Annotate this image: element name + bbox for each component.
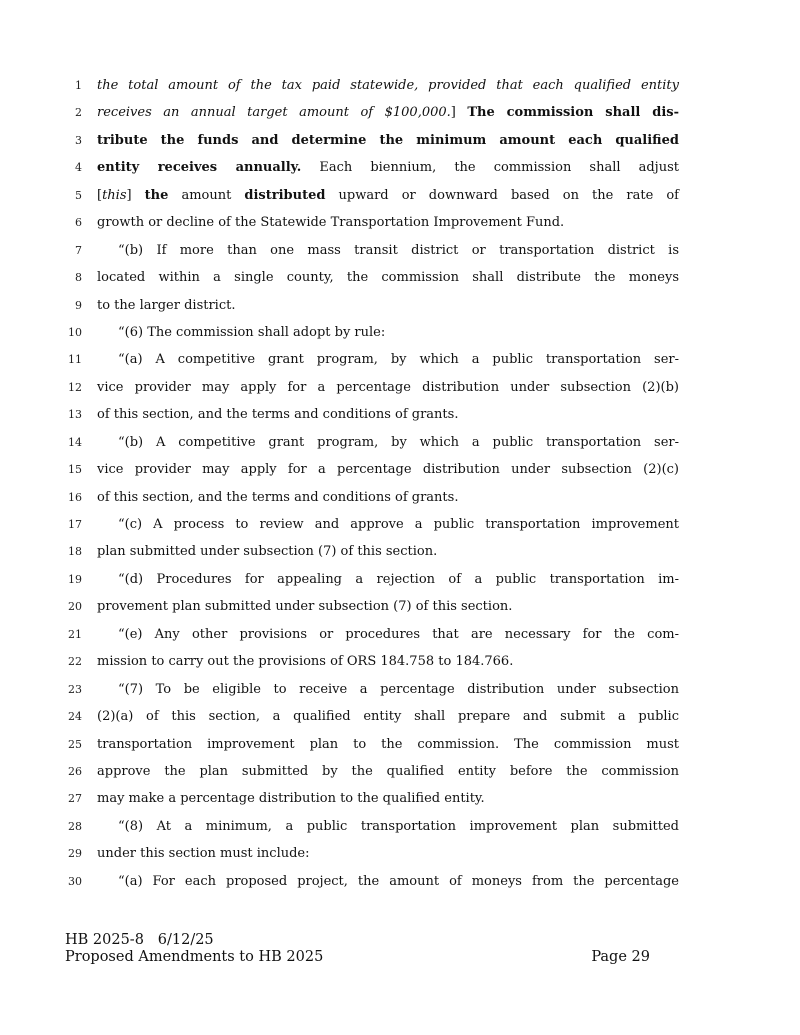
- line-number: 15: [68, 463, 82, 477]
- text-segment: ]: [450, 105, 468, 121]
- line-text: [97, 187, 679, 205]
- text-segment: transportation improvement plan to the commission. The commission must: [97, 736, 679, 752]
- line-text: [97, 489, 679, 507]
- line-text: [97, 297, 679, 315]
- document-line: [0, 211, 800, 238]
- line-number: 24: [68, 710, 82, 724]
- line-number: 21: [68, 627, 82, 641]
- line-number: 10: [68, 325, 82, 339]
- line-text: [118, 351, 679, 369]
- line-number: 18: [68, 545, 82, 559]
- text-segment: may make a percentage distribution to the qualified entity.: [97, 791, 485, 807]
- text-segment: of this section, and the terms and conditions of grants.: [97, 407, 459, 423]
- document-line: [0, 184, 800, 211]
- document-line: [0, 678, 800, 705]
- line-number: 13: [68, 408, 82, 422]
- line-text: [118, 818, 679, 836]
- line-text: [97, 708, 679, 726]
- text-segment: “(a) For each proposed project, the amount of moneys from the percentage: [118, 873, 679, 889]
- text-segment: located within a single county, the commission shall distribute the moneys: [97, 270, 679, 286]
- text-segment: vice provider may apply for a percentage distribution under subsection (2)(c): [97, 462, 679, 478]
- document-line: [0, 403, 800, 430]
- line-text: [97, 790, 679, 808]
- bold-text: entity receives annually.: [97, 160, 302, 176]
- document-line: [0, 568, 800, 595]
- line-text: [97, 598, 679, 616]
- text-segment: “(7) To be eligible to receive a percentage distribution under subsection: [118, 681, 679, 697]
- line-number: 6: [75, 216, 82, 230]
- text-segment: vice provider may apply for a percentage distribution under subsection (2)(b): [97, 379, 679, 395]
- text-segment: “(6) The commission shall adopt by rule:: [118, 324, 386, 340]
- line-number: 7: [75, 243, 82, 257]
- line-number: 16: [68, 490, 82, 504]
- text-segment: provement plan submitted under subsection (7) of this section.: [97, 599, 513, 615]
- line-text: [118, 681, 679, 699]
- document-line: [0, 787, 800, 814]
- text-segment: “(e) Any other provisions or procedures that are necessary for the com-: [118, 626, 679, 642]
- document-line: [0, 870, 800, 897]
- text-segment: amount: [168, 187, 245, 203]
- line-text: [118, 873, 679, 891]
- line-text: [97, 77, 679, 95]
- line-number: 17: [68, 518, 82, 531]
- document-line: [0, 815, 800, 842]
- document-body: [0, 74, 800, 897]
- text-segment: “(a) A competitive grant program, by which a public transportation ser-: [118, 352, 679, 368]
- line-text: [97, 379, 679, 397]
- footer-title: Proposed Amendments to HB 2025: [65, 949, 324, 965]
- footer-bill-date: HB 2025-8 6/12/25: [65, 932, 214, 948]
- text-segment: “(b) A competitive grant program, by which a public transportation ser-: [118, 434, 679, 450]
- line-number: 12: [68, 380, 82, 394]
- line-number: 19: [68, 572, 82, 586]
- line-number: 4: [75, 161, 82, 175]
- line-number: 27: [68, 792, 82, 806]
- line-number: 2: [75, 106, 82, 120]
- text-segment: “(d) Procedures for appealing a rejection of a public transportation im-: [118, 571, 679, 587]
- line-number: 3: [75, 133, 82, 147]
- document-line: [0, 486, 800, 513]
- text-segment: (2)(a) of this section, a qualified entity shall prepare and submit a public: [97, 709, 679, 725]
- document-line: [0, 595, 800, 622]
- document-line: [0, 650, 800, 677]
- italic-text: this: [102, 187, 127, 203]
- line-text: [118, 324, 679, 342]
- line-text: [97, 653, 679, 671]
- document-line: [0, 842, 800, 869]
- line-number: 8: [75, 271, 82, 285]
- document-line: [0, 513, 800, 540]
- italic-text: receives an annual target amount of $100,000.: [97, 105, 451, 121]
- text-segment: growth or decline of the Statewide Transportation Improvement Fund.: [97, 215, 565, 231]
- document-line: [0, 156, 800, 183]
- line-number: 1: [75, 79, 82, 92]
- document-line: [0, 540, 800, 567]
- italic-text: the total amount of the tax paid statewide, provided that each qualified entity: [97, 78, 679, 93]
- document-line: [0, 733, 800, 760]
- line-number: 28: [68, 819, 82, 833]
- line-number: 30: [68, 874, 82, 888]
- text-segment: “(8) At a minimum, a public transportation improvement plan submitted: [118, 818, 679, 834]
- line-text: [97, 845, 679, 863]
- text-segment: approve the plan submitted by the qualified entity before the commission: [97, 763, 679, 779]
- line-number: 5: [75, 188, 82, 202]
- line-text: [118, 516, 679, 534]
- line-number: 22: [68, 655, 82, 669]
- text-segment: ]: [126, 187, 145, 203]
- document-line: [0, 239, 800, 266]
- text-segment: “(c) A process to review and approve a public transportation improvement: [118, 517, 679, 532]
- document-line: [0, 376, 800, 403]
- line-number: 11: [68, 353, 82, 367]
- document-line: [0, 294, 800, 321]
- line-text: [97, 543, 679, 561]
- document-line: [0, 321, 800, 348]
- text-segment: plan submitted under subsection (7) of this section.: [97, 544, 438, 560]
- line-number: 20: [68, 600, 82, 614]
- line-text: [97, 104, 679, 122]
- document-line: [0, 623, 800, 650]
- line-text: [97, 406, 679, 424]
- text-segment: Each biennium, the commission shall adjust: [301, 160, 679, 176]
- line-text: [97, 214, 679, 232]
- line-text: [97, 132, 679, 150]
- line-text: [118, 571, 679, 589]
- line-number: 26: [68, 764, 82, 778]
- bold-text: The commission shall dis-: [467, 105, 679, 121]
- page-footer: [65, 932, 650, 966]
- line-number: 25: [68, 737, 82, 751]
- document-line: [0, 760, 800, 787]
- line-number: 23: [68, 682, 82, 696]
- bold-text: tribute the funds and determine the minimum amount each qualified: [97, 132, 679, 148]
- line-text: [118, 242, 679, 260]
- document-line: [0, 129, 800, 156]
- text-segment: upward or downward based on the rate of: [325, 187, 679, 203]
- text-segment: of this section, and the terms and conditions of grants.: [97, 489, 459, 505]
- document-line: [0, 431, 800, 458]
- line-text: [97, 736, 679, 754]
- text-segment: mission to carry out the provisions of ORS 184.758 to 184.766.: [97, 654, 514, 670]
- text-segment: [: [97, 187, 103, 203]
- line-number: 14: [68, 435, 82, 449]
- line-text: [118, 626, 679, 644]
- line-text: [97, 159, 679, 177]
- text-segment: to the larger district.: [97, 297, 236, 313]
- text-segment: under this section must include:: [97, 846, 310, 862]
- document-line: [0, 458, 800, 485]
- line-text: [97, 461, 679, 479]
- page-number: Page 29: [591, 949, 650, 965]
- document-line: [0, 348, 800, 375]
- document-line: [0, 266, 800, 293]
- bold-text: distributed: [244, 187, 326, 203]
- line-number: 9: [75, 298, 82, 312]
- line-text: [118, 434, 679, 452]
- bold-text: the: [144, 187, 169, 203]
- document-line: [0, 705, 800, 732]
- document-line: [0, 101, 800, 128]
- text-segment: “(b) If more than one mass transit district or transportation district is: [118, 242, 679, 258]
- line-text: [97, 763, 679, 781]
- line-number: 29: [68, 847, 82, 861]
- document-line: [0, 74, 800, 101]
- line-text: [97, 269, 679, 287]
